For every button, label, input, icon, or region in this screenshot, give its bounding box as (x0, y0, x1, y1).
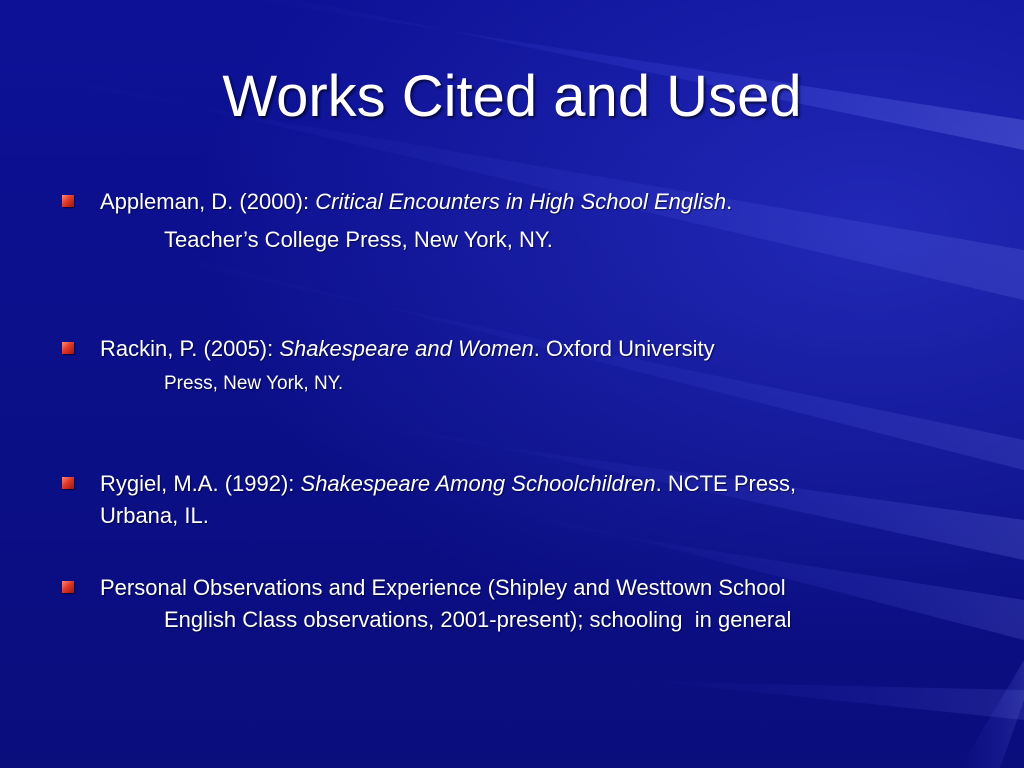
square-bullet-icon (62, 581, 74, 593)
square-bullet-icon (62, 195, 74, 207)
citation-publisher: . Oxford University (533, 336, 715, 361)
citation-work-title: Shakespeare and Women (279, 336, 534, 361)
citation-continuation: Teacher’s College Press, New York, NY. (164, 227, 553, 252)
slide-title: Works Cited and Used (222, 64, 802, 129)
citation-continuation: English Class observations, 2001-present); schooling in general (164, 607, 792, 632)
citation-work-title: Critical Encounters in High School English (315, 189, 727, 214)
citation-continuation: Urbana, IL. (100, 503, 209, 528)
square-bullet-icon (62, 477, 74, 489)
citation-publisher: . (726, 189, 733, 214)
citation-publisher: . NCTE Press, (655, 471, 797, 496)
citation-line (100, 572, 786, 604)
square-bullet-icon (62, 342, 74, 354)
citation-text: Personal Observations and Experience (Shipley and Westtown School (100, 575, 786, 600)
citation-author: Rygiel, M.A. (1992): (100, 471, 301, 496)
citation-line (100, 333, 715, 365)
citation-line (100, 468, 796, 500)
citation-continuation: Press, New York, NY. (164, 373, 344, 394)
citation-author: Appleman, D. (2000): (100, 189, 316, 214)
citation-work-title: Shakespeare Among Schoolchildren (300, 471, 656, 496)
citation-line (100, 186, 732, 218)
citation-author: Rackin, P. (2005): (100, 336, 280, 361)
